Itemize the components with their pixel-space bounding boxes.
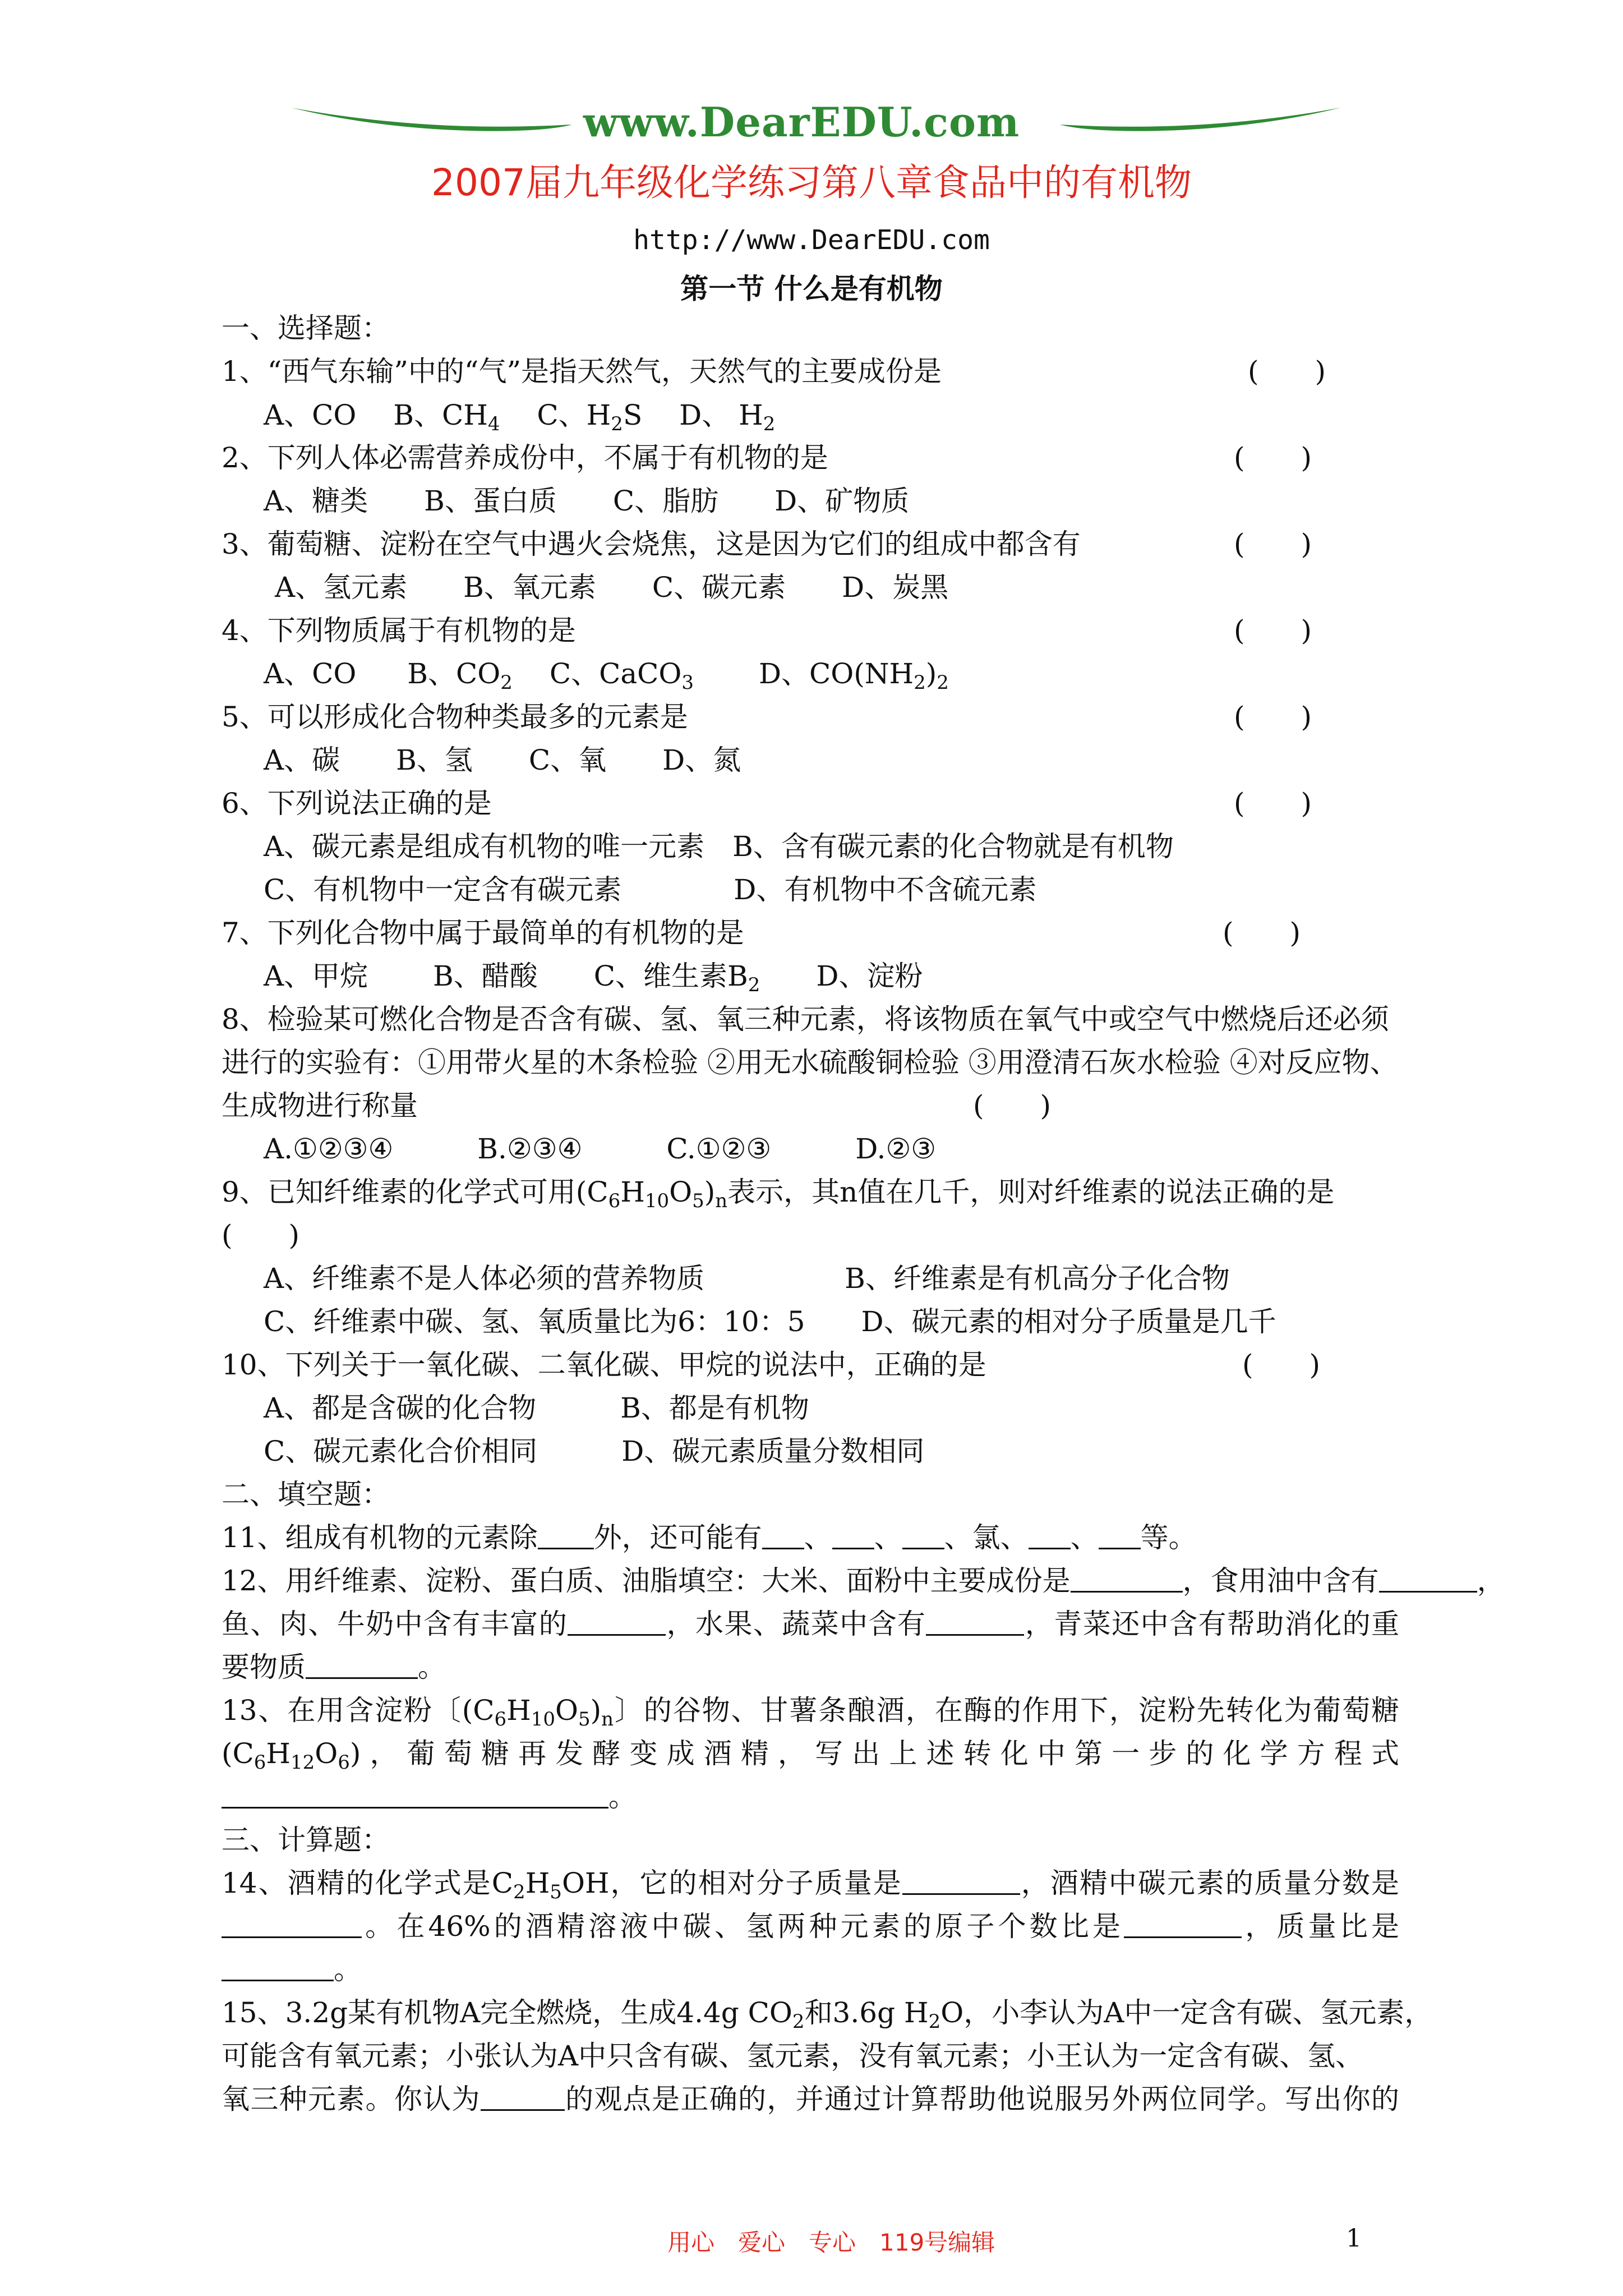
answer-blank[interactable] bbox=[902, 1867, 1020, 1895]
answer-blank[interactable] bbox=[1099, 1522, 1141, 1549]
question-10: 10、下列关于一氧化碳、二氧化碳、甲烷的说法中，正确的是 bbox=[222, 1349, 986, 1381]
question-8-line-2: 进行的实验有：①用带火星的木条检验 ②用无水硫酸铜检验 ③用澄清石灰水检验 ④对反应物、 bbox=[222, 1046, 1398, 1079]
question-6: 6、下列说法正确的是 bbox=[222, 787, 492, 820]
question-6-options-2: C、有机物中一定含有碳元素 D、有机物中不含硫元素 bbox=[264, 873, 1037, 906]
question-14-line-2: 。在46%的酒精溶液中碳、氢两种元素的原子个数比是 ，质量比是 bbox=[222, 1910, 1399, 1943]
option-a: A、CO bbox=[264, 657, 357, 690]
option-d: D、$CO(NH_2)_2$ bbox=[758, 657, 949, 694]
question-9-options-2: C、纤维素中碳、氢、氧质量比为6：10：5 D、碳元素的相对分子质量是几千 bbox=[264, 1305, 1276, 1338]
question-9-options-1: A、纤维素不是人体必须的营养物质 B、纤维素是有机高分子化合物 bbox=[264, 1262, 1230, 1295]
answer-blank[interactable] bbox=[222, 1781, 608, 1809]
answer-blank[interactable] bbox=[1124, 1911, 1242, 1938]
answer-paren: ( ) bbox=[1234, 701, 1312, 733]
answer-blank[interactable] bbox=[832, 1522, 874, 1549]
question-8-options: A.①②③④ B.②③④ C.①②③ D.②③ bbox=[264, 1133, 937, 1165]
question-15-line-2: 可能含有氧元素；小张认为A中只含有碳、氢元素，没有氧元素；小王认为一定含有碳、氢、 bbox=[222, 2040, 1364, 2072]
option-c: C、$H_2S$ bbox=[537, 399, 643, 435]
answer-blank[interactable] bbox=[568, 1608, 666, 1636]
question-7: 7、下列化合物中属于最简单的有机物的是 bbox=[222, 917, 744, 949]
option-b: B、$CH_4$ bbox=[393, 399, 500, 435]
question-4: 4、下列物质属于有机物的是 bbox=[222, 614, 576, 647]
answer-blank[interactable] bbox=[902, 1522, 944, 1549]
question-4-options bbox=[264, 657, 949, 700]
question-12-line-3: 要物质 。 bbox=[222, 1651, 446, 1683]
answer-blank[interactable] bbox=[481, 2083, 565, 2111]
banner-site-name: www.DearEDU.com bbox=[583, 98, 1020, 146]
question-10-options-2: C、碳元素化合价相同 D、碳元素质量分数相同 bbox=[264, 1435, 925, 1467]
answer-paren: ( ) bbox=[1234, 441, 1312, 474]
answer-paren: ( ) bbox=[1248, 355, 1326, 388]
question-15-line-1: 15、3.2g某有机物A完全燃烧，生成4.4g $CO_2$和3.6g $H_2O$，小李认为A中一定含有碳、氢元素， bbox=[222, 1996, 1433, 2033]
answer-paren: ( ) bbox=[1234, 614, 1312, 647]
site-url: http://www.DearEDU.com bbox=[633, 224, 990, 256]
footer-text: 用心 爱心 专心 119号编辑 bbox=[667, 2229, 995, 2256]
question-11: 11、组成有机物的元素除 外，还可能有 、 、 、氯、 、 等。 bbox=[222, 1521, 1197, 1554]
question-13-line-1: 13、在用含淀粉〔$(C_6H_{10}O_5)_n$〕的谷物、甘薯条酿酒，在酶的作用下，淀粉先转化为葡萄糖 bbox=[222, 1694, 1399, 1731]
section-title: 第一节 什么是有机物 bbox=[680, 273, 943, 305]
option-a: A、CO bbox=[264, 399, 357, 431]
answer-blank[interactable] bbox=[1379, 1565, 1477, 1593]
question-8-line-3: 生成物进行称量 bbox=[222, 1089, 418, 1122]
question-6-options-1: A、碳元素是组成有机物的唯一元素 B、含有碳元素的化合物就是有机物 bbox=[264, 830, 1174, 863]
question-8-line-1: 8、检验某可燃化合物是否含有碳、氢、氧三种元素，将该物质在氧气中或空气中燃烧后还必须 bbox=[222, 1003, 1389, 1036]
question-1-options bbox=[264, 398, 775, 441]
answer-blank[interactable] bbox=[926, 1608, 1024, 1636]
question-15-line-3: 氧三种元素。你认为 的观点是正确的，并通过计算帮助他说服另外两位同学。写出你的 bbox=[222, 2083, 1400, 2115]
answer-blank[interactable] bbox=[306, 1651, 418, 1679]
document-title: 2007届九年级化学练习第八章食品中的有机物 bbox=[431, 161, 1192, 204]
answer-blank[interactable] bbox=[222, 1954, 334, 1981]
part-heading-choice: 一、选择题： bbox=[222, 312, 390, 344]
answer-paren: ( ) bbox=[1242, 1349, 1321, 1381]
question-3-options: A、氢元素 B、氧元素 C、碳元素 D、炭黑 bbox=[275, 571, 949, 604]
answer-paren: ( ) bbox=[1223, 917, 1301, 949]
answer-paren: ( ) bbox=[222, 1219, 300, 1251]
answer-blank[interactable] bbox=[222, 1911, 362, 1938]
answer-blank[interactable] bbox=[1071, 1565, 1183, 1593]
answer-blank[interactable] bbox=[762, 1522, 804, 1549]
part-heading-fill: 二、填空题： bbox=[222, 1478, 390, 1511]
question-13-line-3: 。 bbox=[222, 1780, 637, 1814]
answer-blank[interactable] bbox=[538, 1522, 594, 1549]
question-13-line-2: $(C_6H_{12}O_6)$，葡萄糖再发酵变成酒精，写出上述转化中第一步的化学方程式 bbox=[222, 1737, 1399, 1774]
question-7-options: A、甲烷 B、醋酸 C、维生素$B_2$ D、淀粉 bbox=[264, 960, 923, 996]
question-5-options: A、碳 B、氢 C、氧 D、氮 bbox=[264, 744, 741, 776]
question-9-line-1: 9、已知纤维素的化学式可用$(C_6H_{10}O_5)_n$表示，其n值在几千，则对纤维素的说法正确的是 bbox=[222, 1176, 1335, 1212]
question-2-options: A、糖类 B、蛋白质 C、脂肪 D、矿物质 bbox=[264, 485, 910, 517]
answer-paren: ( ) bbox=[973, 1089, 1052, 1122]
answer-blank[interactable] bbox=[1029, 1522, 1071, 1549]
question-12-line-1: 12、用纤维素、淀粉、蛋白质、油脂填空：大米、面粉中主要成份是 ，食用油中含有 ， bbox=[222, 1565, 1505, 1597]
page-number: 1 bbox=[1346, 2224, 1362, 2253]
part-heading-calc: 三、计算题： bbox=[222, 1824, 390, 1856]
question-1: 1、“西气东输”中的“气”是指天然气，天然气的主要成份是 bbox=[222, 355, 942, 388]
question-2: 2、下列人体必需营养成份中，不属于有机物的是 bbox=[222, 441, 828, 474]
answer-paren: ( ) bbox=[1234, 787, 1312, 820]
option-c: C、CaCO$_3$ bbox=[549, 657, 694, 694]
option-b: B、$CO_2$ bbox=[407, 657, 513, 694]
question-14-line-3: 。 bbox=[222, 1953, 362, 1986]
option-d: D、 $H_2$ bbox=[679, 399, 776, 435]
answer-paren: ( ) bbox=[1234, 528, 1312, 560]
question-14-line-1: 14、酒精的化学式是$C_2H_5OH$，它的相对分子质量是 ，酒精中碳元素的质量分数是 bbox=[222, 1867, 1399, 1903]
question-3: 3、葡萄糖、淀粉在空气中遇火会烧焦，这是因为它们的组成中都含有 bbox=[222, 528, 1081, 560]
question-10-options-1: A、都是含碳的化合物 B、都是有机物 bbox=[264, 1392, 809, 1424]
question-5: 5、可以形成化合物种类最多的元素是 bbox=[222, 701, 688, 733]
question-12-line-2: 鱼、肉、牛奶中含有丰富的 ，水果、蔬菜中含有 ，青菜还中含有帮助消化的重 bbox=[222, 1608, 1400, 1640]
